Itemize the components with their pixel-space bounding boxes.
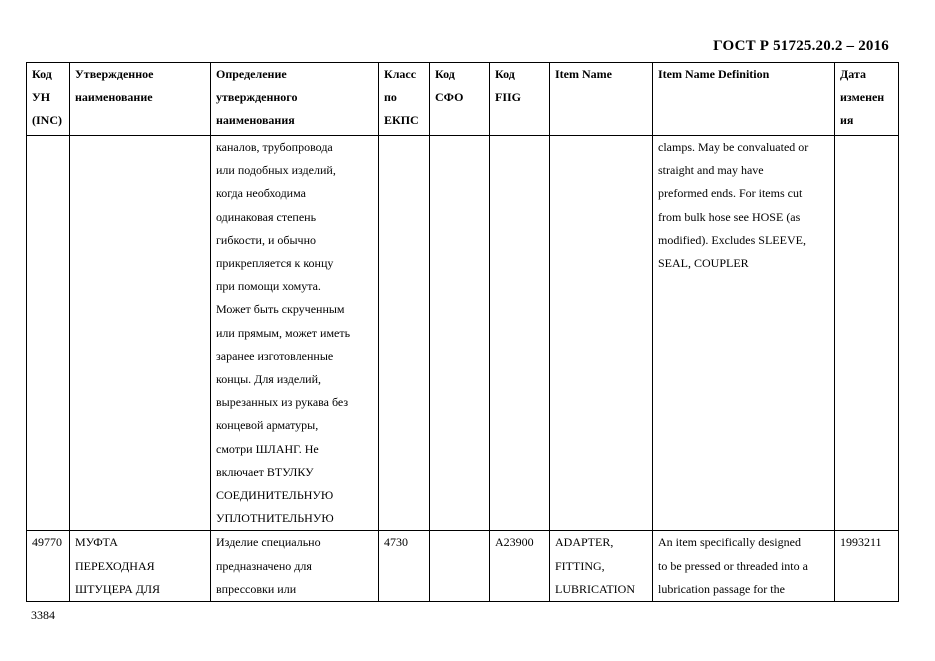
cell-class: 4730: [379, 531, 430, 602]
header-sfo-code: Код СФО: [430, 63, 490, 136]
cell-fiig-code: [490, 136, 550, 531]
cell-class: [379, 136, 430, 531]
cell-sfo-code: [430, 136, 490, 531]
cell-change-date: 1993211: [835, 531, 899, 602]
cell-item-name-definition: clamps. May be convaluated or straight and may have preformed ends. For items cut from bulk hose see HOSE (as modified). Excludes SLEEVE, SEAL, COUPLER: [653, 136, 835, 531]
header-item-name: Item Name: [550, 63, 653, 136]
cell-item-name-definition: An item specifically designed to be pressed or threaded into a lubrication passage for the: [653, 531, 835, 602]
table-header-row: [27, 63, 899, 136]
cell-inc-code: 49770: [27, 531, 70, 602]
cell-inc-code: [27, 136, 70, 531]
page-number: 3384: [31, 608, 55, 622]
table-row: [27, 531, 899, 602]
header-item-name-definition: Item Name Definition: [653, 63, 835, 136]
cell-definition: каналов, трубопровода или подобных изделий, когда необходима одинаковая степень гибкости, и обычно прикрепляется к концу при помощи хомута. Может быть скрученным или прямым, может иметь заранее изготовленные концы. Для изделий, вырезанных из рукава без концевой арматуры, смотри ШЛАНГ. Не включает ВТУЛКУ СОЕДИНИТЕЛЬНУЮ УПЛОТНИТЕЛЬНУЮ: [211, 136, 379, 531]
cell-fiig-code: A23900: [490, 531, 550, 602]
header-class: Класс по ЕКПС: [379, 63, 430, 136]
nomenclature-table: [26, 62, 899, 602]
header-change-date: Дата изменен ия: [835, 63, 899, 136]
header-inc-code: Код УН (INC): [27, 63, 70, 136]
cell-item-name: [550, 136, 653, 531]
header-definition: Определение утвержденного наименования: [211, 63, 379, 136]
cell-item-name: ADAPTER, FITTING, LUBRICATION: [550, 531, 653, 602]
header-fiig-code: Код FIIG: [490, 63, 550, 136]
document-standard-title: ГОСТ Р 51725.20.2 – 2016: [713, 38, 889, 54]
cell-approved-name: МУФТА ПЕРЕХОДНАЯ ШТУЦЕРА ДЛЯ: [70, 531, 211, 602]
header-approved-name: Утвержденное наименование: [70, 63, 211, 136]
cell-definition: Изделие специально предназначено для впрессовки или: [211, 531, 379, 602]
cell-approved-name: [70, 136, 211, 531]
table-row: [27, 136, 899, 531]
cell-change-date: [835, 136, 899, 531]
cell-sfo-code: [430, 531, 490, 602]
